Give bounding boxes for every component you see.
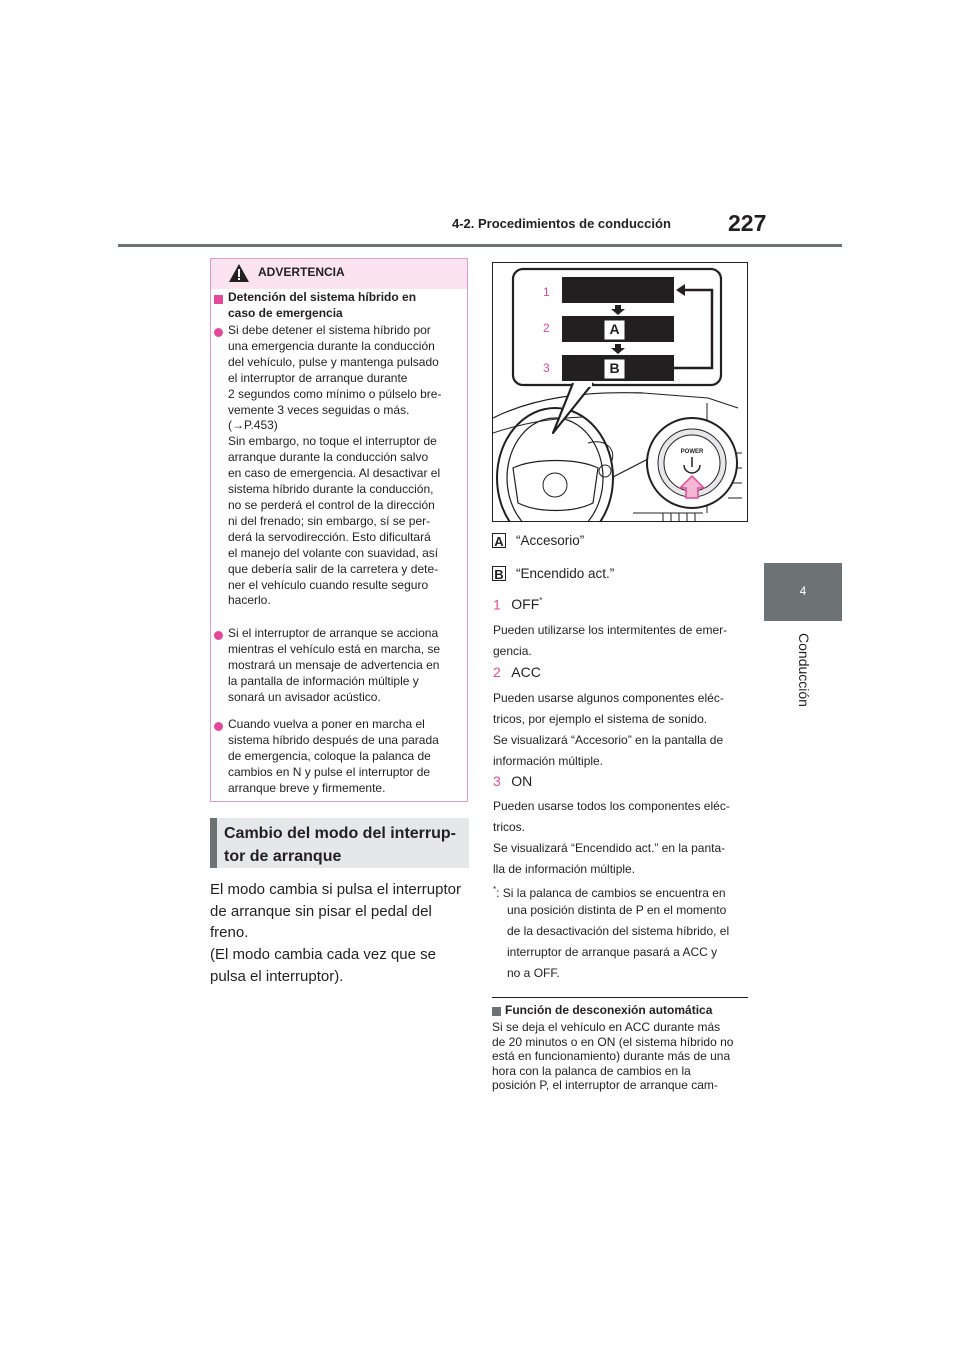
- mode-3-line-1: Pueden usarse todos los componentes eléc-: [493, 799, 730, 813]
- warning-title: ADVERTENCIA: [258, 265, 345, 279]
- mode-1-heading: [493, 596, 542, 614]
- step-label-3: 3: [543, 361, 550, 375]
- square-bullet-icon: [492, 1007, 501, 1016]
- mode-3-line-4: lla de información múltiple.: [493, 862, 636, 876]
- bullet-dot-icon: [214, 328, 223, 337]
- footnote-mark: *: [493, 885, 497, 894]
- section-heading-bar: [210, 818, 217, 868]
- box-label-b: B: [609, 360, 620, 376]
- footnote-line-4: interruptor de arranque pasará a ACC y: [507, 945, 718, 959]
- mode-2-number: 2: [493, 664, 501, 680]
- bullet-dot-icon: [214, 722, 223, 731]
- running-header-section: 4-2. Procedimientos de conducción: [452, 216, 671, 231]
- bullet-dot-icon: [214, 631, 223, 640]
- footnote-line-5: no a OFF.: [507, 966, 560, 980]
- mode-3-heading: [493, 773, 532, 791]
- mode-3-line-2: tricos.: [493, 820, 526, 834]
- warning-triangle-icon: [228, 263, 250, 283]
- mode-1-line-2: gencia.: [493, 644, 532, 658]
- mode-3-name: ON: [511, 773, 533, 789]
- mode-3-line-3: Se visualizará “Encendido act.” en la panta-: [493, 841, 726, 855]
- header-rule: [118, 244, 842, 247]
- illustration-svg: [493, 263, 748, 522]
- mode-2-name: ACC: [511, 664, 541, 680]
- warning-bullet-2: Si el interruptor de arranque se acciona mientras el vehículo está en marcha, se mostrará un mensaje de advertencia en la pantalla de información múltiple y sonará un avisador acústico.: [228, 626, 441, 704]
- subsection-rule: [492, 997, 748, 998]
- chapter-label-text: Conducción: [796, 633, 812, 707]
- mode-1-name: OFF: [511, 596, 540, 613]
- mode-2-heading: [493, 664, 541, 682]
- chapter-label: [774, 632, 834, 708]
- legend-a-key: [492, 533, 506, 551]
- mode-1-line-1: Pueden utilizarse los intermitentes de emer-: [493, 623, 728, 637]
- mode-3-number: 3: [493, 773, 501, 789]
- power-switch-illustration: [492, 262, 748, 522]
- mode-2-line-1: Pueden usarse algunos componentes eléc-: [493, 691, 724, 705]
- mode-1-footnote-mark: *: [539, 596, 543, 605]
- chapter-number: 4: [799, 584, 807, 598]
- mode-2-line-3: Se visualizará “Accesorio” en la pantalla de: [493, 733, 724, 747]
- footnote-line-3: de la desactivación del sistema híbrido, el: [507, 924, 730, 938]
- mode-1-number: 1: [493, 596, 501, 613]
- footnote-text-1: : Si la palanca de cambios se encuentra en: [496, 886, 726, 900]
- step-label-1: 1: [543, 285, 550, 299]
- legend-a-box: A: [492, 533, 506, 548]
- step-label-2: 2: [543, 321, 550, 335]
- warning-bullet-3: Cuando vuelva a poner en marcha el sistema híbrido después de una parada de emergencia, coloque la palanca de cambios en N y pulse el interruptor de arranque breve y firmemente.: [228, 717, 439, 795]
- auto-off-body: Si se deja el vehículo en ACC durante más de 20 minutos o en ON (el sistema híbrido no está en funcionamiento) durante más de una hora con la palanca de cambios en la posición P, el interruptor de arranque cam-: [492, 1020, 734, 1093]
- legend-b-key: [492, 566, 506, 584]
- square-bullet-icon: [214, 295, 223, 304]
- box-label-a: A: [609, 321, 620, 337]
- legend-a-text: “Accesorio”: [516, 533, 585, 548]
- mode-2-line-4: información múltiple.: [493, 754, 604, 768]
- footnote-line-2: una posición distinta de P en el momento: [507, 903, 727, 917]
- page-number: 227: [728, 210, 767, 236]
- warning-bullet-1: Si debe detener el sistema híbrido por una emergencia durante la conducción del vehículo, pulse y mantenga pulsado el interruptor de arranque durante 2 segundos como mínimo o púlselo bre- vemente 3 veces seguidas o más. (→P.453) Sin embargo, no toque el interruptor de arranque durante la conducción salvo en caso de emergencia. Al desactivar el sistema híbrido durante la conducción, no se perderá el control de la dirección ni del frenado; sin embargo, sí se per- derá la servodirección. Esto dificultará el manejo del volante con suavidad, así que debería salir de la carretera y dete- ner el vehículo cuando resulte seguro hacerlo.: [228, 323, 442, 608]
- auto-off-title: Función de desconexión automática: [505, 1003, 713, 1017]
- legend-b-box: B: [492, 566, 506, 581]
- mode-2-line-2: tricos, por ejemplo el sistema de sonido.: [493, 712, 708, 726]
- legend-b-text: “Encendido act.”: [516, 566, 615, 581]
- section-title: Cambio del modo del interrup- tor de arranque: [224, 825, 457, 865]
- warning-subheading: Detención del sistema híbrido en caso de emergencia: [228, 290, 417, 320]
- power-button-label: POWER: [680, 449, 704, 455]
- section-paragraph: El modo cambia si pulsa el interruptor de arranque sin pisar el pedal del freno. (El modo cambia cada vez que se pulsa el interruptor).: [210, 881, 461, 985]
